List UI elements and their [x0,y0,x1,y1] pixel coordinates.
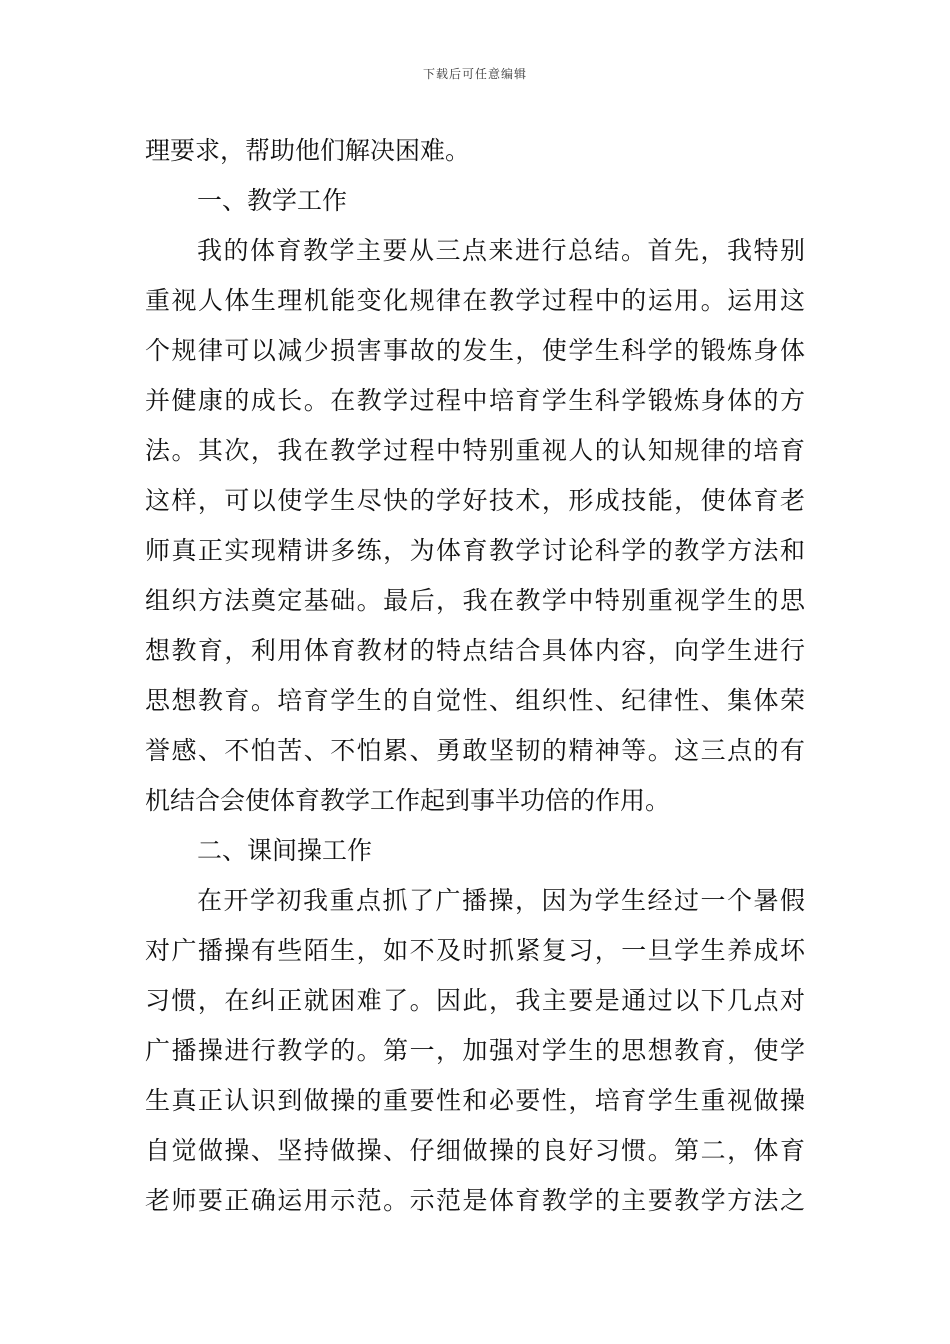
document-body [145,126,805,1226]
page-header-note: 下载后可任意编辑 [422,67,527,81]
text-line: 自觉做操、坚持做操、仔细做操的良好习惯。第二，体育 [145,1136,805,1165]
text-line: 个规律可以减少损害事故的发生，使学生科学的锻炼身体 [145,336,805,365]
text-line: 老师要正确运用示范。示范是体育教学的主要教学方法之 [145,1186,805,1215]
text-line: 组织方法奠定基础。最后，我在教学中特别重视学生的思 [145,586,805,615]
paragraph-first-line: 我的体育教学主要从三点来进行总结。首先，我特别 [197,236,805,265]
paragraph-first-line: 在开学初我重点抓了广播操，因为学生经过一个暑假 [197,886,805,915]
text-line: 师真正实现精讲多练，为体育教学讨论科学的教学方法和 [145,536,805,565]
text-line: 法。其次，我在教学过程中特别重视人的认知规律的培育 [145,436,805,465]
text-line: 生真正认识到做操的重要性和必要性，培育学生重视做操 [145,1086,805,1115]
text-line: 对广播操有些陌生，如不及时抓紧复习，一旦学生养成坏 [145,936,805,965]
section-heading: 一、教学工作 [197,186,348,215]
paragraph-last-line: 机结合会使体育教学工作起到事半功倍的作用。 [145,786,671,815]
text-line: 广播操进行教学的。第一，加强对学生的思想教育，使学 [145,1036,805,1065]
text-line: 誉感、不怕苦、不怕累、勇敢坚韧的精神等。这三点的有 [145,736,805,765]
text-line: 想教育，利用体育教材的特点结合具体内容，向学生进行 [145,636,805,665]
text-line: 习惯，在纠正就困难了。因此，我主要是通过以下几点对 [145,986,805,1015]
text-line: 重视人体生理机能变化规律在教学过程中的运用。运用这 [145,286,805,315]
text-line: 并健康的成长。在教学过程中培育学生科学锻炼身体的方 [145,386,805,415]
text-line: 思想教育。培育学生的自觉性、组织性、纪律性、集体荣 [145,686,805,715]
text-line: 理要求，帮助他们解决困难。 [145,136,471,165]
section-heading: 二、课间操工作 [197,836,373,865]
text-line: 这样，可以使学生尽快的学好技术，形成技能，使体育老 [145,486,805,515]
